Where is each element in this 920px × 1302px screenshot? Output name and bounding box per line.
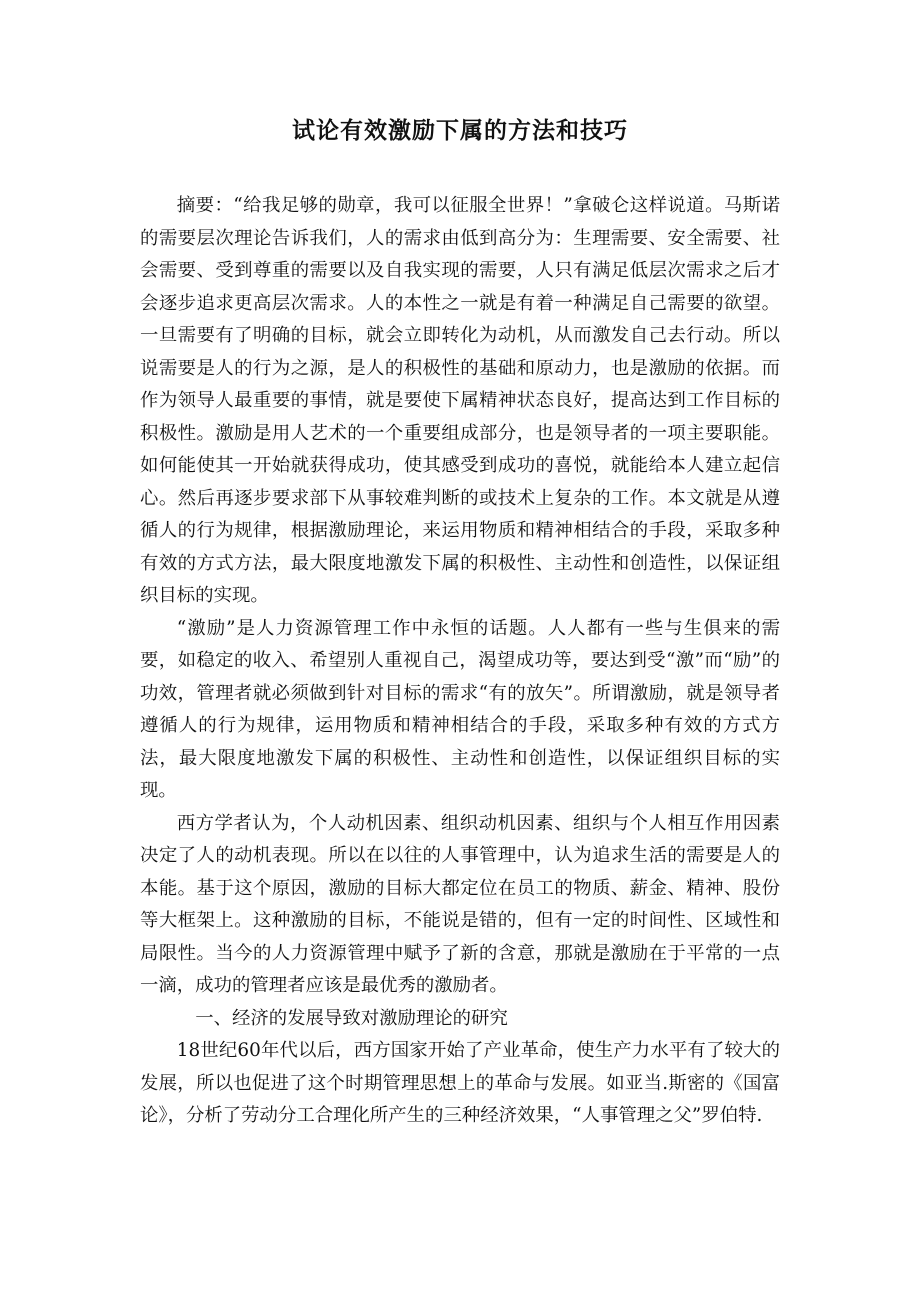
section-heading: 一、经济的发展导致对激励理论的研究: [195, 1007, 508, 1029]
document-title: 试论有效激励下属的方法和技巧: [292, 117, 628, 144]
western-scholars-paragraph: 西方学者认为，个人动机因素、组织动机因素、组织与个人相互作用因素决定了人的动机表现。所以在以往的人事管理中，认为追求生活的需要是人的本能。基于这个原因，激励的目标大都定位在员工的物质、薪金、精神、股份等大框架上。这种激励的目标，不能说是错的，但有一定的时间性、区域性和局限性。当今的人力资源管理中赋予了新的含意，那就是激励在于平常的一点一滴，成功的管理者应该是最优秀的激励者。: [140, 812, 780, 996]
incentive-definition-paragraph: “激励”是人力资源管理工作中永恒的话题。人人都有一些与生俱来的需要，如稳定的收入、希望别人重视自己，渴望成功等，要达到受“激”而“励”的功效，管理者就必须做到针对目标的需求“有的放矢”。所谓激励，就是领导者遵循人的行为规律，运用物质和精神相结合的手段，采取多种有效的方式方法，最大限度地激发下属的积极性、主动性和创造性，以保证组织目标的实现。: [140, 617, 780, 801]
document-body: [140, 190, 780, 1133]
abstract-paragraph: 摘要：“给我足够的勋章，我可以征服全世界！”拿破仑这样说道。马斯诺的需要层次理论告诉我们，人的需求由低到高分为：生理需要、安全需要、社会需要、受到尊重的需要以及自我实现的需要，人只有满足低层次需求之后才会逐步追求更高层次需求。人的本性之一就是有着一种满足自己需要的欲望。一旦需要有了明确的目标，就会立即转化为动机，从而激发自己去行动。所以说需要是人的行为之源，是人的积极性的基础和原动力，也是激励的依据。而作为领导人最重要的事情，就是要使下属精神状态良好，提高达到工作目标的积极性。激励是用人艺术的一个重要组成部分，也是领导者的一项主要职能。如何能使其一开始就获得成功，使其感受到成功的喜悦，就能给本人建立起信心。然后再逐步要求部下从事较难判断的或技术上复杂的工作。本文就是从遵循人的行为规律，根据激励理论，来运用物质和精神相结合的手段，采取多种有效的方式方法，最大限度地激发下属的积极性、主动性和创造性，以保证组织目标的实现。: [140, 195, 780, 606]
section-paragraph: 18世纪60年代以后，西方国家开始了产业革命，使生产力水平有了较大的发展，所以也促进了这个时期管理思想上的革命与发展。如亚当.斯密的《国富论》，分析了劳动分工合理化所产生的三种经济效果，“人事管理之父”罗伯特.: [140, 1040, 780, 1126]
